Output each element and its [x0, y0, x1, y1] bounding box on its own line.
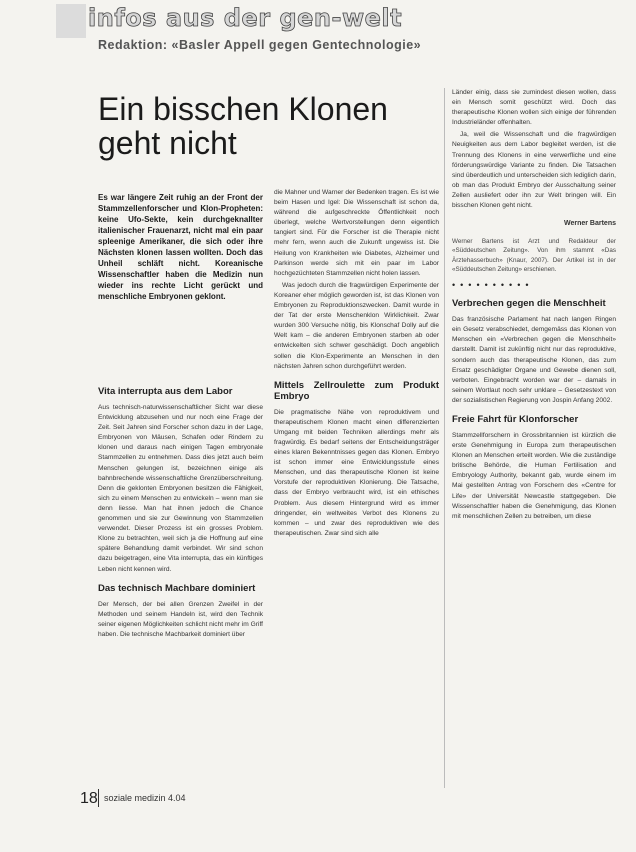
column-3: [452, 88, 616, 524]
author-name: Werner Bartens: [563, 220, 616, 228]
paragraph: Aus technisch-naturwissenschaftlicher Sicht war diese Entwicklung abzusehen und nur noch eine Frage der Zeit. Seit Jahren sind Forscher schon dazu in der Lage, Embryonen von Mäusen, Schafen oder Rindern zu klonen und daraus nach einigen Tagen embryonale Stammzellen zu entnehmen. Dass dies jetzt auch beim Menschen gelungen ist, bezeichnen einige als bahnbrechende wissenschaftliche Grenzüberschreitung. Denn die geklonten Embryonen besitzen die Fähigkeit, sich zu einem Menschen zu entwickeln – wenn man sie denn liesse. Man hat ihnen jedoch die Chance genommen und sie zur Gewinnung von Stammzellen verwendet. Dieser Prozess ist ein grosses Problem. Klone zu betrachten, weil sich ja die Hoffnung auf eine spätere Behandlung damit verbindet. Wir sind schon dazu beigetragen, eine Vita interrupta, das ein künftiges Leben nicht kennen wird.: [98, 404, 263, 573]
magazine-name: soziale medizin 4.04: [104, 793, 186, 803]
redaktion-line: Redaktion: «Basler Appell gegen Gentechnologie»: [98, 38, 422, 52]
footer-divider: [98, 789, 99, 807]
article-title: [98, 92, 428, 160]
paragraph: Der Mensch, der bei allen Grenzen Zweifel in der Methoden und seinem Handeln ist, wird den Technik seiner eigenen Möglichkeiten schlicht nicht mehr im Griff haben. Die technische Machbarkeit dominiert über: [98, 600, 263, 638]
author-bio: Werner Bartens ist Arzt und Redakteur der «Süddeutschen Zeitung». Von ihm stammt «Das Ärztehasserbuch» (Knaur, 2007). Der Artikel ist in der «Süddeutschen Zeitung» erschienen.: [452, 238, 616, 273]
column-1: [98, 378, 263, 642]
subheading-vita-interrupta: Vita interrupta aus dem Labor: [98, 386, 233, 397]
paragraph: Länder einig, dass sie zumindest diesen wollen, dass ein Mensch somit geschützt wird. Doch das therapeutische Klonen wollen sich einige der führenden Industrieländer offenhalten.: [452, 89, 616, 127]
subheading-zellroulette: Mittels Zellroulette zum Produkt Embryo: [274, 379, 439, 402]
paragraph: die Mahner und Warner der Bedenken tragen. Es ist wie beim Hasen und Igel: Die Wissenschaft ist schon da, während die aufgeschreckte Öffentlichkeit noch überlegt, welche Wertvorstellungen denn eigentlich tangiert sind. Für die Forscher ist die Therapie nicht mehr fern, wenn auch die Zukunft ungewiss ist. Die Heilung von Krankheiten wie Diabetes, Alzheimer und Parkinson werde sich mit ein paar im Labor hochgezüchteten Stammzellen nicht holen lassen.: [274, 189, 439, 277]
article-lead: Es war längere Zeit ruhig an der Front der Stammzellenforscher und Klon-Propheten: keine Ufo-Sekte, kein durchgeknallter italienischer Frauenarzt, nicht mal ein paar spleenige Amerikaner, die sich oder ihre Nächsten klonen lassen wollten. Doch das Unheil schläft nicht. Koreanische Wissenschaftler haben die Medizin nun wieder ins rechte Licht gerückt und menschliche Embryonen geklont.: [98, 193, 263, 301]
separator-dots: ••••••••••: [452, 280, 534, 291]
section-header: infos aus der gen-welt: [88, 4, 403, 32]
paragraph: Stammzellforschern in Grossbritannien ist kürzlich die erste Genehmigung in Europa zum therapeutischen Klonen an Menschen erteilt worden. Wie die zuständige britische Behörde, die Human Fertilisation and Embryology Authority, bekannt gab, wurde einem im Mai gestellten Antrag von Forschern des «Centre for Life» der Universität Newcastle stattgegeben. Die Wissenschaftler haben die Genehmigung, das Klonen mit menschlichen Zellen zu betreiben, um diese: [452, 431, 616, 520]
paragraph: Die pragmatische Nähe von reproduktivem und therapeutischem Klonen macht einen differenzierten Umgang mit beiden Techniken allerdings mehr als fragwürdig. Es bedarf seitens der Entscheidungsträger eines klaren Bekenntnisses gegen das Klonen. Embryo ist schon immer eine Entwicklungsstufe eines Menschen, und das therapeutische Klonen ist keine Vorstufe der reproduktiven Klonierung. Die Tatsache, dass der Embryo verbraucht wird, ist ein ethisches Problem. Aus diesem Hintergrund wird es immer dringender, ein weltweites Verbot des Klonens zu kommen – und zwar des reproduktiven wie des therapeutischen. Zwar sind sich alle: [274, 408, 439, 537]
column-2: [274, 188, 439, 541]
page-number: 18: [80, 790, 98, 807]
subheading-freie-fahrt: Freie Fahrt für Klonforscher: [452, 413, 579, 425]
section-header-band: [56, 4, 86, 38]
subheading-verbrechen: Verbrechen gegen die Menschheit: [452, 298, 606, 310]
paragraph: Das französische Parlament hat nach langen Ringen ein Gesetz verabschiedet, demgemäss das Klonen von Menschen ein «Verbrechen gegen die Menschheit» darstellt. Damit ist zukünftig nicht nur das reproduktive, sondern auch das therapeutische Klonen, das zum Ersatz geschädigter Organe und Gewebe dienen soll, verboten. Eingebracht worden war der – damals in seinem Wortlaut noch sehr unklare – Gesetzestext von der sozialistischen Regierung von Jospin Anfang 2002.: [452, 316, 616, 404]
paragraph: Ja, weil die Wissenschaft und die fragwürdigen Neuigkeiten aus dem Labor begleitet werden, ist die Trennung des Klonens in eine verwerfliche und eine förderungswürdige Variante zu finden. Die Tatsachen sind überdeutlich und unterscheiden sich lediglich darin, ob man das Produkt Embryo der Ausschaltung seiner Zellen ausliefert oder ihn zur Welt bringen will. Ein bisschen Klonen geht nicht.: [452, 131, 616, 210]
subheading-technisch-machbare: Das technisch Machbare dominiert: [98, 582, 256, 594]
column-divider: [444, 88, 445, 788]
article-title-line1: Ein bisschen Klonen: [98, 91, 388, 127]
paragraph: Was jedoch durch die fragwürdigen Experimente der Koreaner eher möglich geworden ist, ist das Klonen von Embryonen zu Reproduktionszwecken. Damit wurde in der Tat der erste Menschenklon Wirklichkeit. Zwar wurden 300 Versuche nötig, bis Klonschaf Dolly auf die Welt kam – die anderen Embryonen starben ab oder entwickelten sich schwer geschädigt. Doch angeblich sollen die Klon-Experimente an Menschen in den nächsten Jahren schon durchgeführt werden.: [274, 281, 439, 370]
article-title-line2: geht nicht: [98, 125, 237, 161]
